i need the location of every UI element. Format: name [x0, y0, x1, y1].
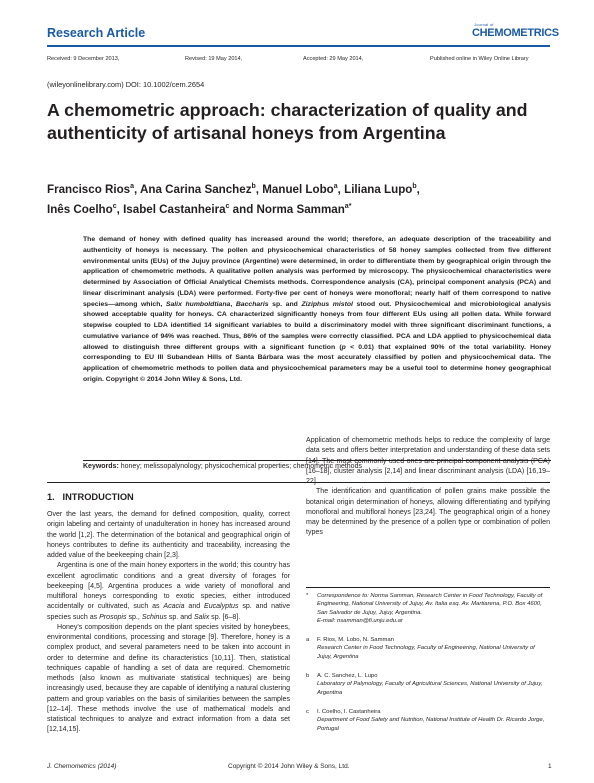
affiliation-names: A. C. Sanchez, L. Lupo [317, 673, 378, 679]
intro-text: sp., [126, 613, 142, 621]
affiliation-footnote-a [306, 636, 550, 661]
correspondence-text: Correspondence to: Norma Samman, Research Center in Food Technology, Faculty of Engineering, National University of Jujuy, Av. Italia esq. Av. Martiarena, P.O. Box 4600, San Salvador de Jujuy, Jujuy, Argentina. [317, 593, 543, 616]
intro-paragraph: Over the last years, the demand for defined composition, quality, correct origin labeling and certainty of unadulteration in honey has increased around the world [1,2]. The determination of the botanical and geographical origin of honeys contributes to define its authenticity and traceability, increasing the added value of the beekeeping chain [2,3]. [47, 511, 290, 559]
abstract-text: stood out. Physicochemical and microbiological analysis showed acceptable quality for honeys. CA characterized significantly honeys from four different EUs using all pollen data. While forward stepwise coupled to LDA identified 14 significant variables to build a discriminatory model with three significant discriminant functions, a cumulative variance of 94% was reached. Thus, 86% of the samples were correctly classified. PCA and LDA applied to physicochemical data allowed to distinguish three different groups with a significant function ( [83, 300, 552, 351]
species-name: Eucalyptus [204, 603, 239, 611]
author-affiliation-mark: c [112, 203, 117, 211]
author-name: Inês Coelho [47, 203, 113, 217]
correspondence-footnote [306, 592, 550, 626]
species-name: Schinus [141, 613, 167, 621]
author-separator: , [116, 203, 124, 217]
abstract-text: sp. and [268, 300, 302, 308]
footnote-mark: * [306, 593, 309, 599]
species-name: Salix humboldtiana [165, 300, 231, 308]
author-affiliation-mark: a [130, 183, 135, 190]
abstract-text: The demand of honey with defined quality has increased around the world; therefore, an adequate description of the traceability and authenticity of honeys is necessary. The pollen and physicochemical characteristics of 58 honey samples collected from five different environmental units (EUs) of the Jujuy province (Argentine) were determined, in order to differentiate them by geographical origin through the application of chemometric methods. A qualitative pollen analysis was performed by microscopy. The physicochemical characteristics were determined by Association of Official Analytical Chemists methods. Correspondence analysis (CA), principal component analysis (PCA) and linear discriminant analysis (LDA) were performed. Forty-five per cent of honeys were monofloral; nearly half of them correspond to native species—among which, [83, 236, 551, 308]
footnote-mark: b [306, 673, 310, 679]
affiliation-footnote-b [306, 672, 550, 697]
author-name: Ana Carina Sanchez [140, 182, 252, 196]
footnote-mark: a [306, 637, 310, 643]
intro-text: sp. [6–8]. [209, 613, 241, 621]
author-separator: , [134, 182, 141, 196]
journal-logo [472, 22, 559, 42]
affiliation-text: Research Center in Food Technology, Faculty of Engineering, National University of Jujuy, Argentina [317, 645, 535, 660]
section-heading: 1. INTRODUCTION [47, 492, 134, 502]
published-note: Published online in Wiley Online Library [430, 56, 529, 62]
abstract-text: , [230, 300, 236, 308]
intro-paragraph: Application of chemometric methods helps to reduce the complexity of large data sets and offers better interpretation and understanding of these data sets [14]. The most commonly used ones are principal component analysis (PCA) [16–18], cluster analysis [2,14] and linear discriminant analysis (LDA) [16,19–22]. [306, 437, 550, 485]
footer-copyright: Copyright © 2014 John Wiley & Sons, Ltd. [228, 763, 350, 770]
intro-text: Argentina is one of the main honey exporters in the world; this country has excellent agroclimatic conditions and a great diversity of forages for beekeeping [4,5]. Argentina produces a wide variety of monofloral and multifloral honeys corresponding to exotic species, either introduced accidentally or cultivated, such as [47, 562, 290, 611]
affiliation-text: Department of Food Safety and Nutrition, National Institute of Health Dr. Ricardo Jorge, Portugal [317, 717, 545, 732]
intro-paragraph [47, 561, 290, 623]
intro-right-column [306, 436, 550, 539]
author-separator: , [416, 182, 420, 196]
author-affiliation-mark: a* [344, 203, 352, 211]
affiliation-text: Laboratory of Palynology, Faculty of Agricultural Sciences, National University of Jujuy, Argentina [317, 681, 543, 696]
author-affiliation-mark: b [412, 183, 417, 190]
journal-logo-prefix: Journal of [474, 22, 494, 27]
author-name: Liliana Lupo [344, 182, 413, 196]
correspondence-email[interactable]: E-mail: nsamman@fi.unju.edu.ar [317, 618, 403, 625]
intro-left-column [47, 510, 290, 736]
species-name: Salix [193, 613, 210, 621]
keywords-text: honey; melissopalynology; physicochemical properties; chemometric methods [118, 463, 362, 470]
footnote-mark: c [306, 709, 309, 715]
article-title: A chemometric approach: characterization of quality and authenticity of artisanal honeys from Argentina [47, 100, 528, 143]
journal-logo-name: CHEMOMETRICS [472, 27, 559, 39]
author-separator: and [229, 203, 257, 217]
p-value-symbol: p [341, 343, 346, 351]
author-name: Francisco Rios [47, 182, 131, 196]
page-number: 1 [548, 763, 552, 770]
doi-line[interactable]: (wileyonlinelibrary.com) DOI: 10.1002/cem.2654 [47, 80, 205, 89]
author-affiliation-mark: c [225, 203, 230, 211]
intro-paragraph: Honey's composition depends on the plant species visited by honeybees, environmental conditions, processing and storage [9]. Therefore, honey is a complex product, and several parameters need to be taken into account in order to determine and define its characteristics [10,11]. Then, statistical techniques capable of handling a set of data are required. Chemometric methods (also known as multivariate statistical techniques) are being increasingly used, because they are capable of identifying a natural clustering pattern and group variables on the basis of similarities between the samples [12–14]. These methods involve the use of mathematical models and statistical techniques to analyze and extract information from a data set [12,14,15]. [47, 623, 290, 734]
affiliation-names: F. Rios, M. Lobo, N. Samman [317, 637, 394, 643]
accepted-date: Accepted: 29 May 2014, [303, 56, 364, 62]
revised-date: Revised: 19 May 2014, [185, 56, 243, 62]
abstract [83, 235, 551, 386]
article-type-label: Research Article [47, 26, 146, 40]
species-name: Baccharis [235, 300, 269, 308]
species-name: Acacia [163, 603, 185, 611]
author-affiliation-mark: a [333, 183, 338, 190]
species-name: Ziziphus mistol [301, 300, 353, 308]
species-name: Prosopis [99, 613, 127, 621]
author-name: Isabel Castanheira [123, 203, 226, 217]
footer-journal: J. Chemometrics (2014) [47, 763, 117, 770]
footnote-rule [306, 587, 550, 588]
abstract-text: < 0.01) that explained 90% of the total variability. Honey corresponding to EU III Subandean Hills of Santa Bárbara was the most accurately classified by pollen and physicochemical data. The application of chemometric methods to pollen data and physicochemical parameters may be a useful tool to determine honey geographical origin. Copyright © 2014 John Wiley & Sons, Ltd. [83, 343, 551, 383]
affiliation-names: I. Coelho, I. Castanheira [317, 709, 381, 715]
intro-text: sp. and native species such as [47, 603, 290, 621]
intro-paragraph: The identification and quantification of pollen grains make possible the botanical origin determination of honeys, allowing differentiating and typifying monofloral and multifloral honeys [23,24]. The geographical origin of a honey may be determined by the presence of a pollen type or combination of pollen types [306, 488, 550, 537]
received-date: Received: 9 December 2013, [47, 56, 120, 62]
intro-text: sp. and [166, 613, 194, 621]
intro-text: and [184, 603, 204, 611]
author-separator: , [337, 182, 345, 196]
author-affiliation-mark: b [251, 183, 256, 190]
author-list [47, 178, 557, 219]
author-name: Manuel Lobo [262, 182, 334, 196]
header-rule [47, 45, 550, 47]
keywords-label: Keywords: [83, 463, 119, 470]
affiliation-footnote-c [306, 708, 550, 733]
author-separator: , [255, 182, 263, 196]
author-name: Norma Samman [256, 203, 345, 217]
